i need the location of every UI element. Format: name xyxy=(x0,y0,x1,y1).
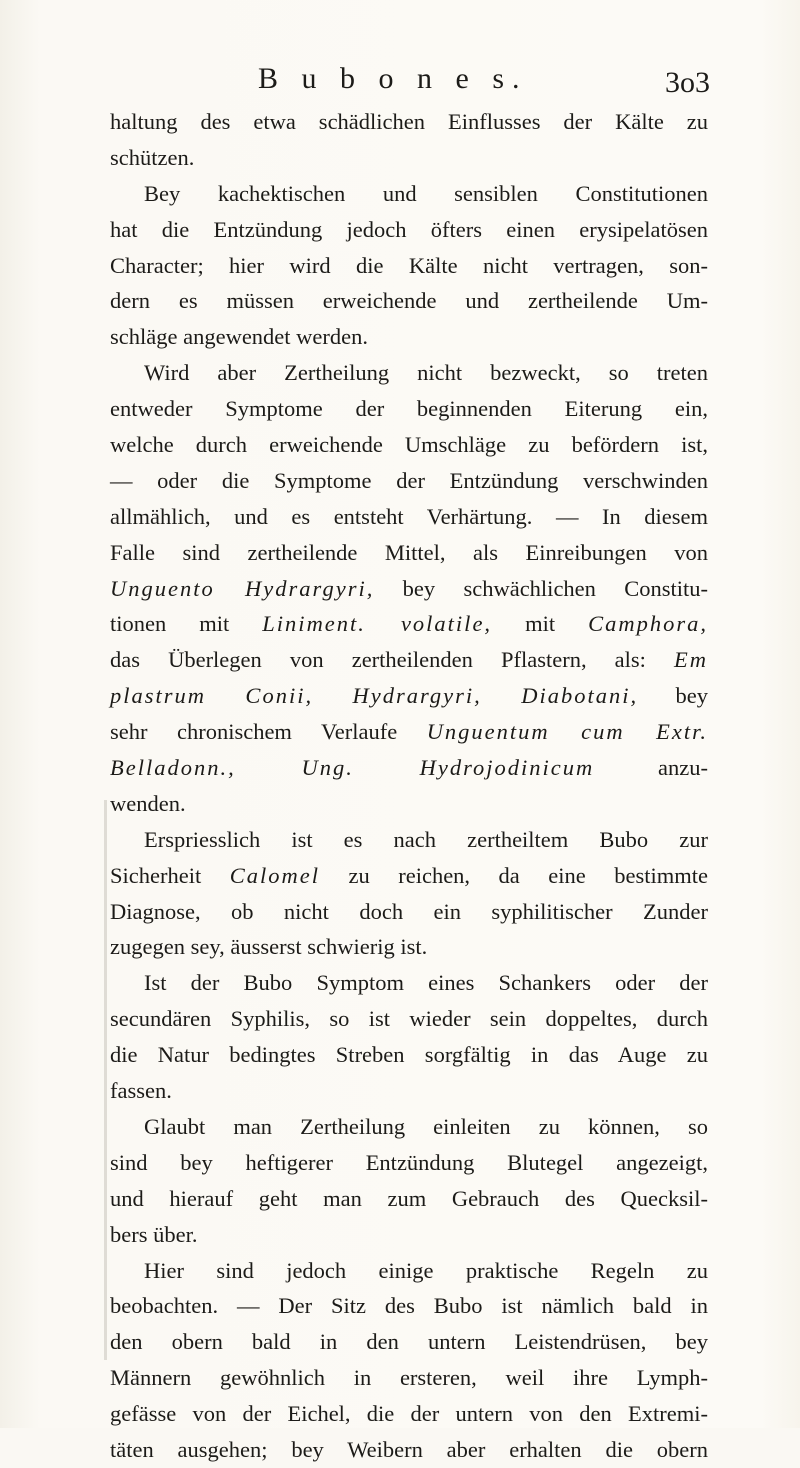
text-line xyxy=(110,894,708,930)
text-line xyxy=(110,1432,708,1468)
italic-span: Liniment. volatile, xyxy=(262,611,493,637)
text-span: Diagnose, ob nicht doch ein syphilitischer Zunder xyxy=(110,898,708,924)
text-line xyxy=(110,463,708,499)
text-line xyxy=(110,1037,708,1073)
text-line xyxy=(110,499,708,535)
text-line xyxy=(110,1145,708,1181)
text-line xyxy=(110,822,708,858)
text-line xyxy=(110,1396,708,1432)
text-span: bey xyxy=(638,683,708,709)
italic-span: Belladonn., Ung. Hydrojodinicum xyxy=(110,755,595,781)
text-span: bey schwächlichen Constitu- xyxy=(374,575,708,601)
text-span: dern es müssen erweichende und zertheilende Um- xyxy=(110,288,708,314)
text-line xyxy=(110,391,708,427)
text-span: Erspriesslich ist es nach zertheiltem Bubo zur xyxy=(144,826,708,852)
text-span: schützen. xyxy=(110,144,195,170)
text-line xyxy=(110,678,708,714)
text-line xyxy=(110,786,708,822)
text-span: secundären Syphilis, so ist wieder sein doppeltes, durch xyxy=(110,1006,708,1032)
text-line xyxy=(110,642,708,678)
text-span: anzu- xyxy=(594,755,708,781)
text-line xyxy=(110,427,708,463)
text-span: und hierauf geht man zum Gebrauch des Quecksil- xyxy=(110,1185,708,1211)
text-line xyxy=(110,140,708,176)
text-span: das Überlegen von zertheilenden Pflastern, als: xyxy=(110,647,674,673)
text-span: Wird aber Zertheilung nicht bezweckt, so treten xyxy=(144,360,708,386)
text-span: täten ausgehen; bey Weibern aber erhalten die obern xyxy=(110,1436,708,1462)
text-span: fassen. xyxy=(110,1078,172,1104)
text-line xyxy=(110,750,708,786)
text-line xyxy=(110,714,708,750)
text-span: beobachten. — Der Sitz des Bubo ist nämlich bald in xyxy=(110,1293,708,1319)
text-span: — oder die Symptome der Entzündung verschwinden xyxy=(110,467,708,493)
text-span: gefässe von der Eichel, die der untern von den Extremi- xyxy=(110,1401,708,1427)
text-span: allmählich, und es entsteht Verhärtung. — In diesem xyxy=(110,503,708,529)
text-span: hat die Entzündung jedoch öfters einen erysipelatösen xyxy=(110,216,708,242)
text-line xyxy=(110,965,708,1001)
text-span: bers über. xyxy=(110,1221,198,1247)
text-span: wenden. xyxy=(110,790,186,816)
page-header xyxy=(110,62,710,102)
text-span: Hier sind jedoch einige praktische Regeln zu xyxy=(144,1257,708,1283)
italic-span: Unguentum cum Extr. xyxy=(426,719,708,745)
text-span: Ist der Bubo Symptom eines Schankers oder der xyxy=(144,970,708,996)
text-line xyxy=(110,1288,708,1324)
text-line xyxy=(110,104,708,140)
text-span: Männern gewöhnlich in ersteren, weil ihre Lymph- xyxy=(110,1365,708,1391)
text-line xyxy=(110,571,708,607)
text-line xyxy=(110,858,708,894)
italic-span: Unguento Hydrargyri, xyxy=(110,575,375,601)
text-span: zu reichen, da eine bestimmte xyxy=(319,862,708,888)
text-span: sehr chronischem Verlaufe xyxy=(110,719,427,745)
text-line xyxy=(110,606,708,642)
text-line xyxy=(110,212,708,248)
italic-span: plastrum Conii, Hydrargyri, Diabotani, xyxy=(110,683,639,709)
text-span: haltung des etwa schädlichen Einflusses der Kälte zu xyxy=(110,109,708,134)
italic-span: Calomel xyxy=(229,862,320,888)
italic-span: Em xyxy=(674,647,708,673)
text-line xyxy=(110,1360,708,1396)
body-text xyxy=(110,104,708,1468)
text-line xyxy=(110,1217,708,1253)
text-line xyxy=(110,1253,708,1289)
text-line xyxy=(110,176,708,212)
running-title: B u b o n e s. xyxy=(258,62,528,95)
text-span: Falle sind zertheilende Mittel, als Einreibungen von xyxy=(110,539,708,565)
text-span: tionen mit xyxy=(110,611,263,637)
text-span: sind bey heftigerer Entzündung Blutegel angezeigt, xyxy=(110,1149,708,1175)
text-span: Glaubt man Zertheilung einleiten zu können, so xyxy=(144,1113,708,1139)
text-line xyxy=(110,283,708,319)
text-span: den obern bald in den untern Leistendrüsen, bey xyxy=(110,1329,708,1355)
text-line xyxy=(110,1324,708,1360)
text-span: zugegen sey, äusserst schwierig ist. xyxy=(110,934,428,960)
text-span: schläge angewendet werden. xyxy=(110,324,369,350)
text-span: mit xyxy=(492,611,589,637)
page-number: 3o3 xyxy=(665,66,710,99)
text-span: Bey kachektischen und sensiblen Constitutionen xyxy=(144,180,708,206)
text-line xyxy=(110,535,708,571)
text-line xyxy=(110,248,708,284)
text-span: Sicherheit xyxy=(110,862,230,888)
gutter-shadow xyxy=(104,800,107,1360)
text-line xyxy=(110,1001,708,1037)
text-line xyxy=(110,1181,708,1217)
text-span: Character; hier wird die Kälte nicht vertragen, son- xyxy=(110,252,708,278)
text-line xyxy=(110,1109,708,1145)
text-line xyxy=(110,355,708,391)
text-line xyxy=(110,929,708,965)
italic-span: Camphora, xyxy=(588,611,709,637)
text-line xyxy=(110,1073,708,1109)
text-line xyxy=(110,319,708,355)
text-span: entweder Symptome der beginnenden Eiterung ein, xyxy=(110,396,708,422)
text-span: die Natur bedingtes Streben sorgfältig in das Auge zu xyxy=(110,1042,708,1068)
text-span: welche durch erweichende Umschläge zu befördern ist, xyxy=(110,432,708,458)
